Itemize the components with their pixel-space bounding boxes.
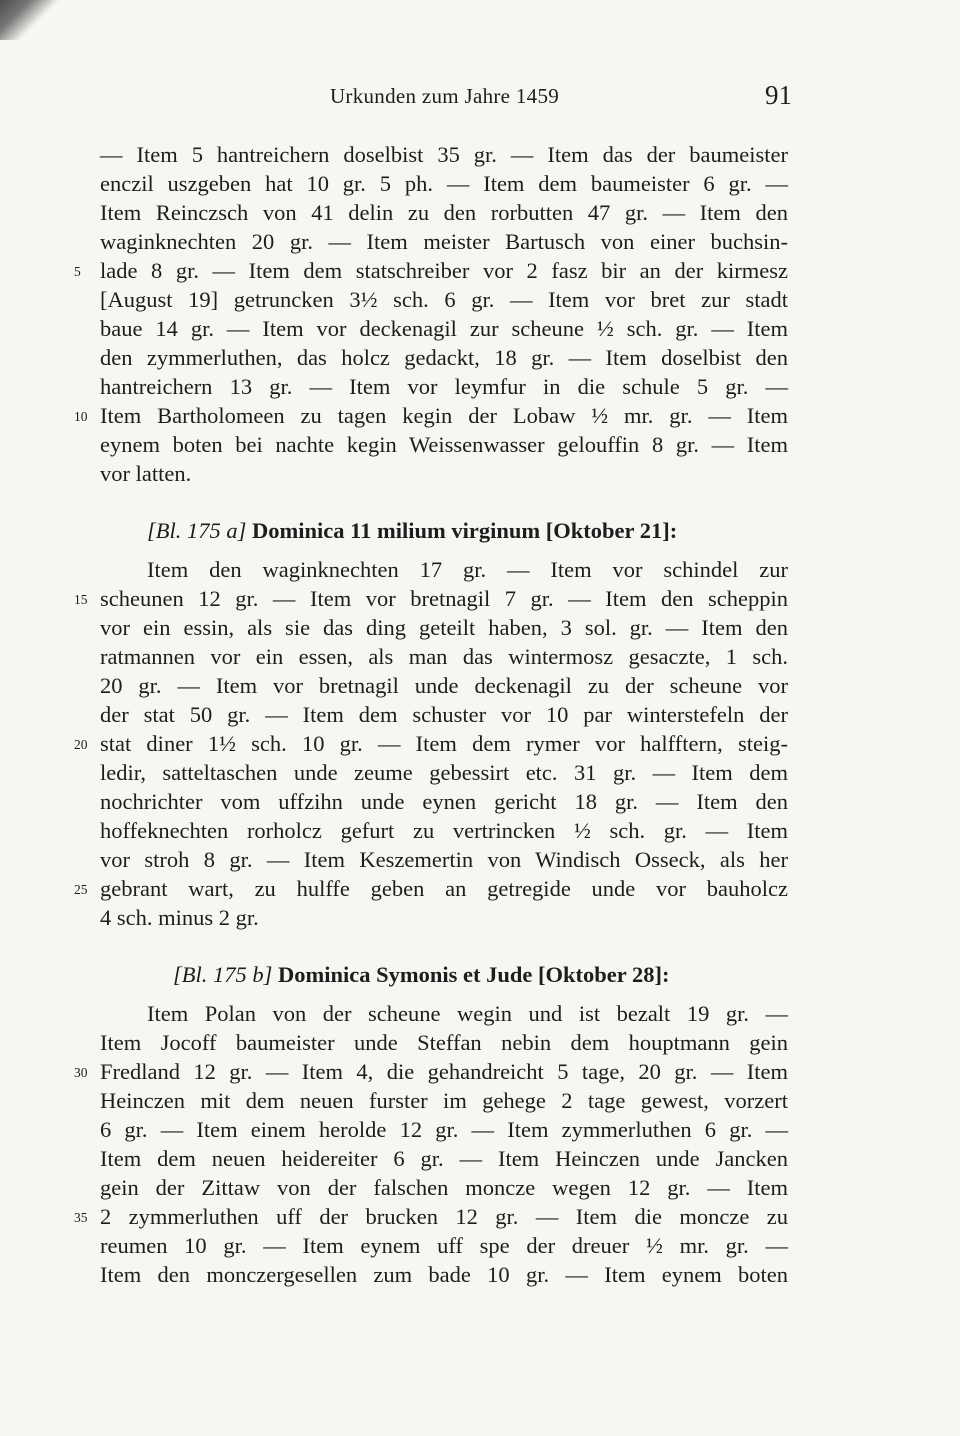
folio-reference: [Bl. 175 a]: [147, 518, 247, 543]
line-number: 15: [74, 592, 88, 607]
line-text: vor ein essin, als sie das ding geteilt haben, 3 sol. gr. — Item den: [100, 615, 788, 640]
text-line: [100, 314, 788, 343]
text-line: [100, 1260, 788, 1289]
text-line: [100, 459, 788, 488]
text-line: [74, 256, 788, 285]
line-text: gein der Zittaw von der falschen moncze wegen 12 gr. — Item: [100, 1175, 788, 1200]
line-number: 30: [74, 1065, 88, 1080]
line-text: der stat 50 gr. — Item dem schuster vor 10 par winterstefeln der: [100, 702, 788, 727]
text-line: [100, 169, 788, 198]
text-line: [100, 671, 788, 700]
line-text: reumen 10 gr. — Item eynem uff spe der dreuer ½ mr. gr. —: [100, 1233, 788, 1258]
line-text: Item Polan von der scheune wegin und ist bezalt 19 gr. —: [147, 1001, 788, 1026]
line-text: — Item 5 hantreichern doselbist 35 gr. — Item das der baumeister: [100, 142, 788, 167]
line-text: waginknechten 20 gr. — Item meister Bartusch von einer buchsin-: [100, 229, 788, 254]
line-text: Item Jocoff baumeister unde Steffan nebin dem houptmann gein: [100, 1030, 788, 1055]
text-line: [100, 845, 788, 874]
folio-reference: [Bl. 175 b]: [173, 962, 273, 987]
text-line: [100, 758, 788, 787]
line-text: Item Reinczsch von 41 delin zu den rorbutten 47 gr. — Item den: [100, 200, 788, 225]
text-line: [100, 700, 788, 729]
text-line: [100, 372, 788, 401]
text-line: [100, 816, 788, 845]
text-line: [100, 1173, 788, 1202]
text-line: [100, 1144, 788, 1173]
text-block: [74, 140, 788, 1289]
text-line: [100, 343, 788, 372]
line-text: ledir, satteltaschen unde zeume gebessirt etc. 31 gr. — Item dem: [100, 760, 788, 785]
line-text: vor stroh 8 gr. — Item Keszemertin von Windisch Osseck, als her: [100, 847, 788, 872]
text-line: [100, 555, 788, 584]
text-line: [74, 874, 788, 903]
line-text: ratmannen vor ein essen, als man das wintermosz gesaczte, 1 sch.: [100, 644, 788, 669]
text-line: [100, 1028, 788, 1057]
line-number: 20: [74, 737, 88, 752]
text-line: [100, 613, 788, 642]
line-text: hantreichern 13 gr. — Item vor leymfur in die schule 5 gr. —: [100, 374, 788, 399]
text-line: [74, 729, 788, 758]
line-text: Fredland 12 gr. — Item 4, die gehandreicht 5 tage, 20 gr. — Item: [100, 1059, 788, 1084]
text-line: [100, 1086, 788, 1115]
line-text: hoffeknechten rorholcz gefurt zu vertrincken ½ sch. gr. — Item: [100, 818, 788, 843]
text-line: [100, 430, 788, 459]
line-number: 35: [74, 1210, 88, 1225]
line-text: nochrichter vom uffzihn unde eynen gericht 18 gr. — Item den: [100, 789, 788, 814]
line-text: Item den monczergesellen zum bade 10 gr. — Item eynem boten: [100, 1262, 788, 1287]
text-line: [100, 642, 788, 671]
text-line: [100, 227, 788, 256]
line-text: baue 14 gr. — Item vor deckenagil zur scheune ½ sch. gr. — Item: [100, 316, 788, 341]
text-line: [74, 1057, 788, 1086]
page-number: 91: [765, 80, 792, 110]
text-line: [74, 1202, 788, 1231]
text-line: [100, 198, 788, 227]
paragraph-1: [74, 140, 788, 488]
line-text: lade 8 gr. — Item dem statschreiber vor 2 fasz bir an der kirmesz: [100, 258, 788, 283]
text-line: [74, 584, 788, 613]
section-1-body: [74, 555, 788, 932]
line-text: gebrant wart, zu hulffe geben an getregide unde vor bauholcz: [100, 876, 788, 901]
line-text: stat diner 1½ sch. 10 gr. — Item dem rymer vor halfftern, steig-: [100, 731, 788, 756]
line-text: Item dem neuen heidereiter 6 gr. — Item Heinczen unde Jancken: [100, 1146, 788, 1171]
line-text: 20 gr. — Item vor bretnagil unde deckenagil zu der scheune vor: [100, 673, 788, 698]
line-text: 6 gr. — Item einem herolde 12 gr. — Item zymmerluthen 6 gr. —: [100, 1117, 788, 1142]
text-line: [100, 787, 788, 816]
section-title: Dominica Symonis et Jude [Oktober 28]:: [278, 962, 670, 987]
line-number: 5: [74, 264, 81, 279]
line-text: 2 zymmerluthen uff der brucken 12 gr. — Item die moncze zu: [100, 1204, 788, 1229]
line-text: Heinczen mit dem neuen furster im gehege 2 tage gewest, vorzert: [100, 1088, 788, 1113]
page-header: [97, 80, 792, 116]
line-number: 25: [74, 882, 88, 897]
text-line: [74, 401, 788, 430]
line-text: eynem boten bei nachte kegin Weissenwasser gelouffin 8 gr. — Item: [100, 432, 788, 457]
section-heading-2: [100, 960, 788, 990]
text-line: [100, 1115, 788, 1144]
line-text: [August 19] getruncken 3½ sch. 6 gr. — Item vor bret zur stadt: [100, 287, 788, 312]
text-line: [100, 140, 788, 169]
section-2-body: [74, 999, 788, 1289]
line-text: den zymmerluthen, das holcz gedackt, 18 gr. — Item doselbist den: [100, 345, 788, 370]
line-text: enczil uszgeben hat 10 gr. 5 ph. — Item dem baumeister 6 gr. —: [100, 171, 788, 196]
line-text: 4 sch. minus 2 gr.: [100, 905, 259, 930]
section-heading-1: [100, 516, 788, 546]
scan-corner-shadow: [0, 0, 60, 40]
running-head: Urkunden zum Jahre 1459: [329, 84, 560, 108]
text-line: [100, 903, 788, 932]
line-number: 10: [74, 409, 88, 424]
text-line: [100, 1231, 788, 1260]
text-line: [100, 999, 788, 1028]
line-text: Item Bartholomeen zu tagen kegin der Lobaw ½ mr. gr. — Item: [100, 403, 788, 428]
text-line: [100, 285, 788, 314]
section-title: Dominica 11 milium virginum [Oktober 21]:: [252, 518, 678, 543]
line-text: vor latten.: [100, 461, 192, 486]
line-text: scheunen 12 gr. — Item vor bretnagil 7 gr. — Item den scheppin: [100, 586, 788, 611]
line-text: Item den waginknechten 17 gr. — Item vor schindel zur: [147, 557, 788, 582]
